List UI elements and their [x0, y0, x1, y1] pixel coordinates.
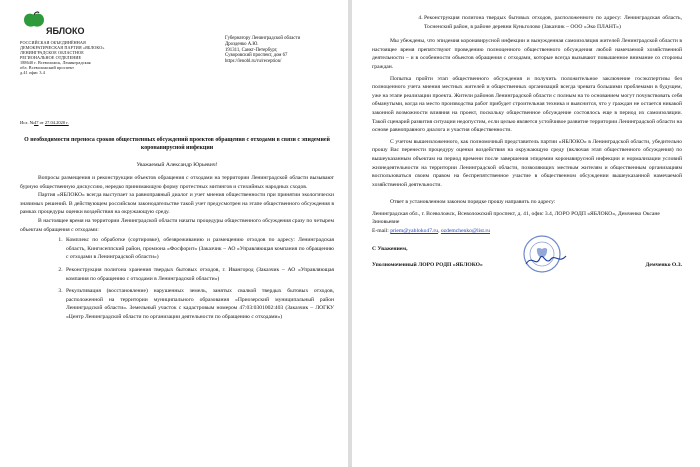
org-line: д.41 офис 3.4: [20, 70, 45, 75]
org-line: обл. Всеволожский проспект: [20, 65, 75, 70]
list-item: 3. Рекультивация (восстановление) нарушенных земель, занятых свалкой твердых бытовых отходов, расположенной на территории муниципального образования «Приозерский муниципальный район Ленинградской области». Земельный участок с кадастровым номером 47:03:0301002:403 (Заказчик – ЛОГКУ «Центр Ленинградской области по организации деятельности по обращению с отходами»): [64, 287, 334, 321]
signature-row: [372, 262, 682, 268]
letter-page-2: [352, 0, 700, 467]
email-separator: ,: [438, 228, 440, 235]
return-address: Ленинградская обл., г. Всеволожск, Всеволожский проспект, д. 41, офис 3.4, ЛОРО РОДП «ЯБЛОКО», Демченко Оксане Зиновьевне: [372, 210, 660, 226]
email-label: E-mail:: [372, 228, 389, 235]
objects-list: [20, 236, 334, 321]
org-line: 188640 г. Всеволожск, Ленинградская: [20, 60, 91, 65]
addressee-line: 191311, Санкт-Петербург,: [225, 47, 278, 53]
signer-title: Уполномоченный ЛОРО РОДП «ЯБЛОКО»: [372, 261, 483, 268]
signer-name: Демченко О.З.: [645, 261, 682, 268]
organization-address: [20, 40, 116, 75]
letter-title: О необходимости переноса сроков общественных обсуждений проектов обращения с отходами в связи с эпидемией коронавирусной инфекции: [24, 137, 330, 151]
paragraph: В настоящее время на территории Ленинградской области начаты процедуры общественного обсуждения сразу по четырем объектам обращения с отходами:: [20, 217, 334, 233]
outgoing-prefix: Исх. №: [20, 120, 34, 125]
org-line: ДЕМОКРАТИЧЕСКАЯ ПАРТИЯ «ЯБЛОКО»: [20, 45, 105, 50]
greeting: Уважаемый Александр Юрьевич!: [136, 162, 218, 168]
objects-list-continued: [372, 14, 682, 31]
signature-icon: [524, 250, 568, 270]
letter-page-1: [0, 0, 348, 467]
addressee-line: Суворовский проспект, дом 67: [225, 53, 288, 59]
list-item: 1. Комплекс по обработке (сортировке), обезвреживанию и размещению отходов по адресу: Ленинградская область, Кингисеппский район, промзона «Фосфорит» (Заказчик – АО «Управляющая компания по обращению с отходами в Ленинградской области»): [64, 236, 334, 262]
outgoing-date: 27.04.2020 г.: [44, 120, 69, 125]
paragraph: Мы убеждены, что эпидемия коронавирусной инфекции и вынужденная самоизоляция жителей Ленинградской области в настоящее время препятствуют проведению полноценного общественного обсуждения любой намечаемой хозяйственной деятельности – и в особенности объектов обращения с отходами, которые всегда вызывают повышенное внимание со стороны граждан.: [372, 38, 682, 70]
party-logo: [20, 12, 116, 75]
regards: С Уважением,: [372, 245, 408, 252]
list-item: 4. Реконструкция полигона твердых бытовых отходов, расположенного по адресу: Ленинградская область, Тосненский район, в районе деревни Куньголово (Заказчик – ООО «Эко ПЛАНТ»): [424, 14, 682, 31]
list-item: 2. Реконструкция полигона хранения твердых бытовых отходов, г. Ивангород (Заказчик – АО «Управляющая компания по обращению с отходами в Ленинградской области»): [64, 266, 334, 283]
email-link-1[interactable]: priem@yabloko47.ru: [390, 228, 439, 235]
paragraph: Попытка пройти этап общественного обсуждения и получить положительное заключение госэкспертизы без полноценного учета мнения местных жителей и общественных организаций всегда чревата большими проблемами в будущем, уже на этапе реализации проекта. Жители районов Ленинградской области с полным на то основанием могут почувствовать себя обманутыми, когда на место производства работ прибудет строительная техника и выяснится, что у граждан не остается никакой законной возможности влияния на проект, поскольку общественное обсуждение состоялось еще в период их самоизоляции. Такой сценарий развития ситуации недопустим, если целью является устойчивое развитие территории Ленинградской области на основе равноправного диалога и участия общественности.: [372, 75, 682, 134]
letterhead: [20, 10, 334, 130]
org-line: ЛЕНИНГРАДСКОЕ ОБЛАСТНОЕ: [20, 50, 84, 55]
paragraph: Ответ в установленном законом порядке прошу направить по адресу:: [390, 199, 556, 206]
paragraph: С учетом вышеизложенного, как полномочный представитель партии «ЯБЛОКО» в Ленинградской области, убедительно прошу Вас перенести процедуру оценки воздействия на окружающую среду (включая этап общественного обсуждения) по вышеуказанным объектам на период времени после завершения эпидемии коронавирусной инфекции и нормализации условий жизнедеятельности на территории Ленинградской области, позволяющих местным жителям и общественным организациям воспользоваться своим правом на беспрепятственное участие в общественном обсуждении вышеуказанной намечаемой хозяйственной деятельности.: [372, 138, 682, 188]
addressee-line: Дрозденко А.Ю.: [225, 41, 259, 47]
outgoing-number-value: 47: [33, 120, 39, 125]
paragraph: Партия «ЯБЛОКО» всегда выступает за равноправный диалог и учет мнения общественности при принятии экологически значимых решений. В действующем российском законодательстве такой учет предусмотрен на этапе общественного обсуждения в рамках процедуры оценки воздействия на окружающую среду.: [20, 192, 334, 216]
addressee-line: Губернатору Ленинградской области: [225, 36, 301, 41]
org-line: РОССИЙСКАЯ ОБЪЕДИНЁННАЯ: [20, 40, 86, 45]
outgoing-date-prefix: от: [39, 120, 44, 125]
apple-logo-icon: [20, 12, 85, 38]
paragraph: Вопросы размещения и реконструкции объектов обращения с отходами на территории Ленинградской области вызывают бурную общественную дискуссию, нередко принимающую форму протестных митингов и стихийных народных сходов.: [20, 175, 334, 190]
email-link-2[interactable]: ozdemchenko@list.ru: [440, 228, 490, 235]
logo-wordmark: ЯБЛОКО: [46, 26, 85, 36]
outgoing-number: [20, 120, 69, 125]
addressee-block: [225, 36, 350, 65]
addressee-line: https://lenobl.ru/ru/reception/: [225, 59, 282, 65]
org-line: РЕГИОНАЛЬНОЕ ОТДЕЛЕНИЕ: [20, 55, 82, 60]
